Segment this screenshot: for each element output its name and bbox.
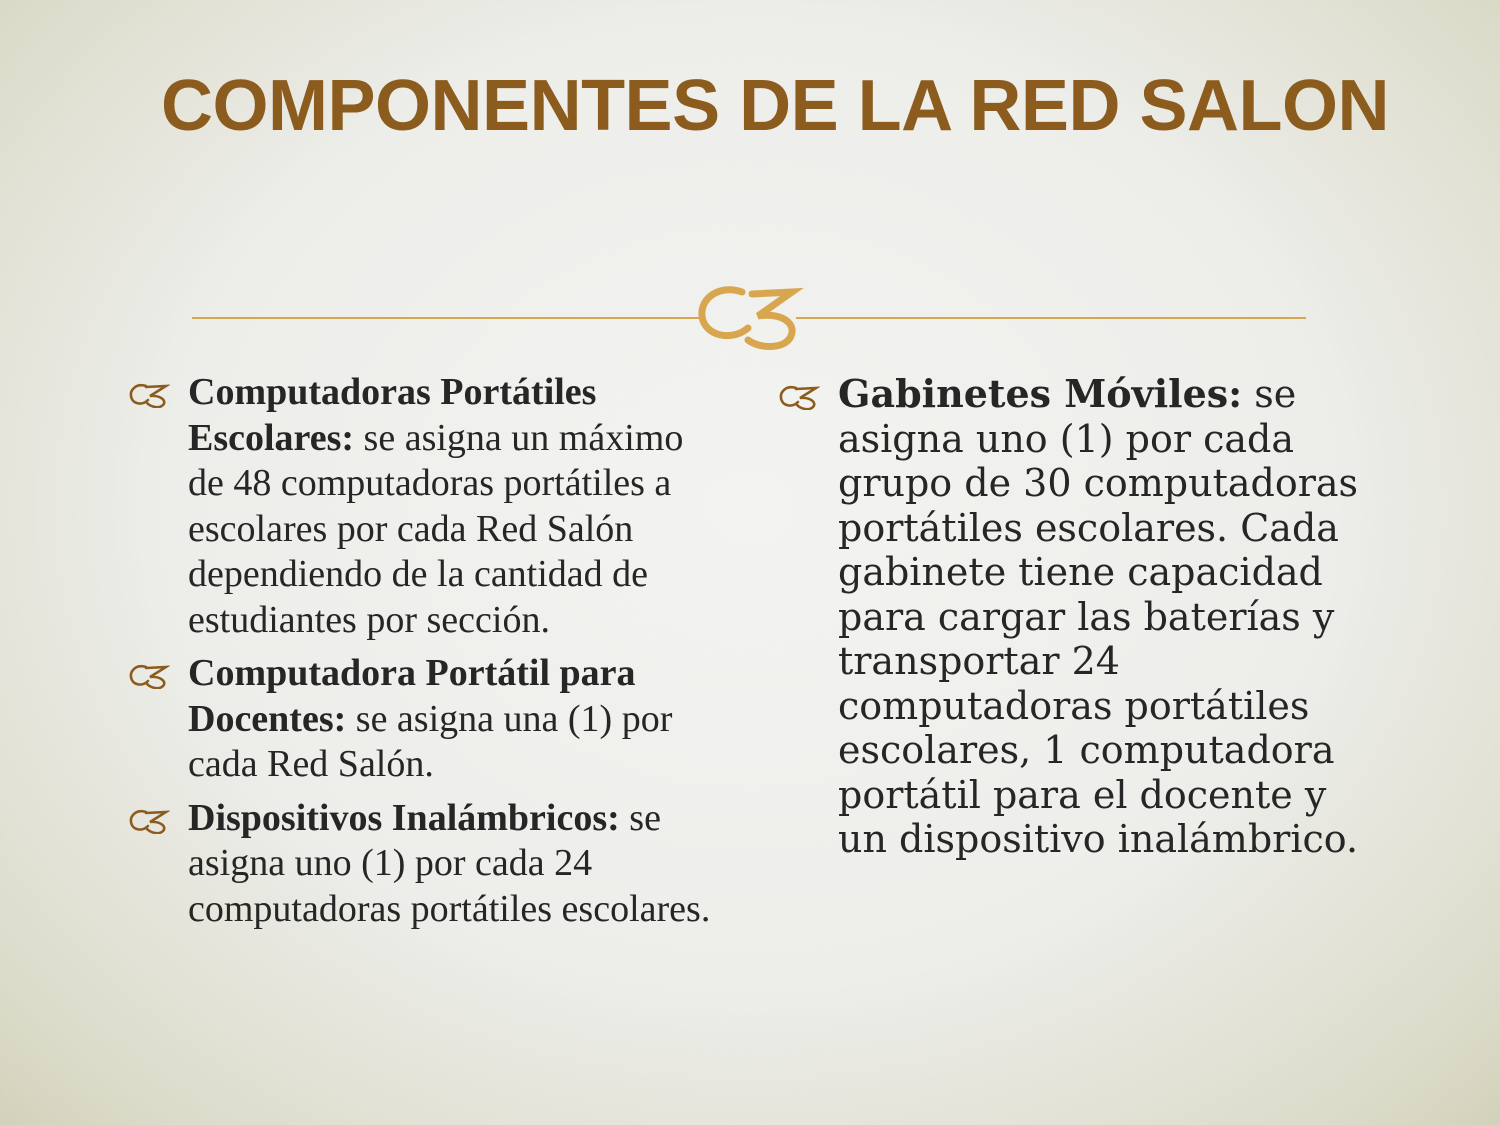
list-item: [128, 370, 728, 643]
slide-title: COMPONENTES DE LA RED SALON: [161, 66, 1389, 146]
ornament-bullet-icon: [128, 808, 170, 834]
ornament-bullet-icon: [128, 663, 170, 689]
list-item: [128, 796, 728, 933]
ornament-flourish-icon: [702, 290, 792, 347]
list-item: [778, 372, 1378, 862]
item-term: Computadoras Portátiles Escolares:: [188, 371, 597, 459]
item-term: Gabinetes Móviles:: [838, 371, 1243, 416]
left-column: [128, 370, 728, 940]
ornament-bullet-icon: [128, 382, 170, 408]
item-text: se asigna un máximo de 48 computadoras portátiles a escolares por cada Red Salón dependiendo de la cantidad de estudiantes por sección.: [188, 416, 684, 641]
list-item: [128, 651, 728, 788]
item-text: se asigna uno (1) por cada grupo de 30 computadoras portátiles escolares. Cada gabinete tiene capacidad para cargar las baterías y transportar 24 computadoras portátiles escolares, 1 computadora portátil para el docente y un dispositivo inalámbrico.: [838, 372, 1359, 861]
item-term: Dispositivos Inalámbricos:: [188, 796, 620, 839]
ornament-bullet-icon: [778, 384, 820, 410]
item-term: Computadora Portátil para Docentes:: [188, 652, 636, 740]
item-text: se asigna una (1) por cada Red Salón.: [188, 697, 673, 785]
item-text: se asigna uno (1) por cada 24 computadoras portátiles escolares.: [188, 796, 711, 930]
right-column: [778, 372, 1378, 870]
ornament-divider: [192, 282, 1306, 352]
